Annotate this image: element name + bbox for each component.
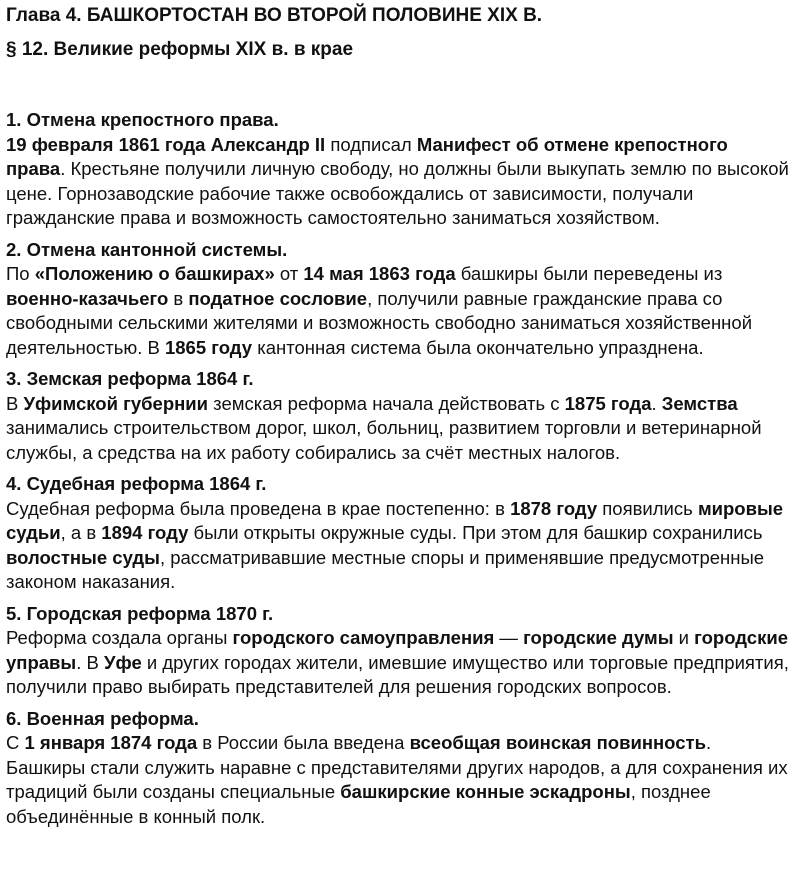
bold-text: податное сословие <box>188 287 368 309</box>
section-heading: 1. Отмена крепостного права. <box>6 109 279 130</box>
section-heading: 6. Военная реформа. <box>6 707 199 729</box>
bold-text: волостные суды <box>6 546 160 568</box>
bold-text: 1 января 1874 года <box>24 732 198 753</box>
section-serfdom <box>6 108 792 231</box>
text-run: . <box>651 392 662 414</box>
section-military <box>6 707 792 830</box>
text-run: в России была введена <box>197 732 410 753</box>
bold-text: 19 февраля 1861 года Александр II <box>6 133 326 155</box>
bold-text: 1878 году <box>510 497 598 519</box>
bold-text: 14 мая 1863 года <box>303 263 456 284</box>
section-text <box>6 133 792 231</box>
section-text <box>6 731 792 829</box>
text-run: . В <box>76 651 104 673</box>
bold-text: городские управы <box>6 627 788 673</box>
bold-text: 1875 года <box>564 392 652 414</box>
bold-text: башкирские конные эскадроны <box>340 781 631 802</box>
text-run: С <box>6 732 25 753</box>
bold-text: Манифест об отмене крепостного права <box>6 133 728 179</box>
bold-text: 1894 году <box>101 522 189 543</box>
bold-text: военно-казачьего <box>6 287 169 309</box>
text-run: подписал <box>325 133 417 155</box>
text-run: , получили равные гражданские права со свободными сельскими жителями и возможность свободно заниматься хозяйственной деятельностью. В <box>6 287 753 358</box>
bold-text: «Положению о башкирах» <box>34 263 275 284</box>
section-text <box>6 497 792 595</box>
text-run: в <box>168 287 189 309</box>
text-run: кантонная система была окончательно упразднена. <box>252 336 704 358</box>
section-canton <box>6 238 792 361</box>
text-run: , а в <box>60 522 102 543</box>
bold-text: Уфе <box>104 651 142 673</box>
text-run: появились <box>597 497 698 519</box>
text-run: от <box>274 263 304 284</box>
section-text <box>6 262 792 360</box>
text-run: . Крестьяне получили личную свободу, но должны были выкупать землю по высокой цене. Горнозаводские рабочие также освобождались от зависимости, получали гражданские права и возможность самостоятельно заниматься хозяйством. <box>6 158 789 228</box>
bold-text: Земства <box>661 392 738 414</box>
section-heading: 2. Отмена кантонной системы. <box>6 238 288 260</box>
text-run: и <box>673 627 695 648</box>
section-zemstvo <box>6 367 792 465</box>
bold-text: мировые судьи <box>6 497 784 543</box>
text-run: — <box>494 627 524 648</box>
bold-text: 1865 году <box>164 336 253 358</box>
text-run: и других городах жители, имевшие имущество или торговые предприятия, получили право выбирать представителей для решения городских вопросов. <box>6 651 789 697</box>
chapter-title: Глава 4. БАШКОРТОСТАН ВО ВТОРОЙ ПОЛОВИНЕ XIX В. <box>6 5 543 26</box>
text-run: Реформа создала органы <box>6 627 233 648</box>
text-run: занимались строительством дорог, школ, больниц, развитием торговли и ветеринарной службы, а средства на их работу собирались за счёт местных налогов. <box>6 417 762 463</box>
text-run: , рассматривавшие местные споры и применявшие предусмотренные законом наказания. <box>6 546 765 592</box>
section-judicial <box>6 472 792 595</box>
section-text <box>6 626 792 700</box>
paragraph-title: § 12. Великие реформы XIX в. в крае <box>6 39 354 60</box>
text-run: земская реформа начала действовать с <box>208 392 565 414</box>
text-run: башкиры были переведены из <box>455 263 723 284</box>
text-run: В <box>6 392 24 414</box>
title-spacer <box>6 62 792 108</box>
text-run: , позднее объединённые в конный полк. <box>6 781 711 827</box>
bold-text: всеобщая воинская повинность <box>409 732 706 753</box>
text-run: Судебная реформа была проведена в крае постепенно: в <box>6 497 511 519</box>
section-city <box>6 602 792 700</box>
section-heading: 3. Земская реформа 1864 г. <box>6 368 254 389</box>
bold-text: городские думы <box>523 627 674 648</box>
text-run: были открыты окружные суды. При этом для башкир сохранились <box>188 522 763 543</box>
text-run: По <box>6 263 35 284</box>
section-heading: 5. Городская реформа 1870 г. <box>6 602 274 624</box>
section-text <box>6 392 792 466</box>
bold-text: городского самоуправления <box>232 627 495 648</box>
section-heading: 4. Судебная реформа 1864 г. <box>6 473 267 494</box>
bold-text: Уфимской губернии <box>23 392 209 414</box>
text-run: . Башкиры стали служить наравне с представителями других народов, а для сохранения их традиций были созданы специальные <box>6 732 788 802</box>
